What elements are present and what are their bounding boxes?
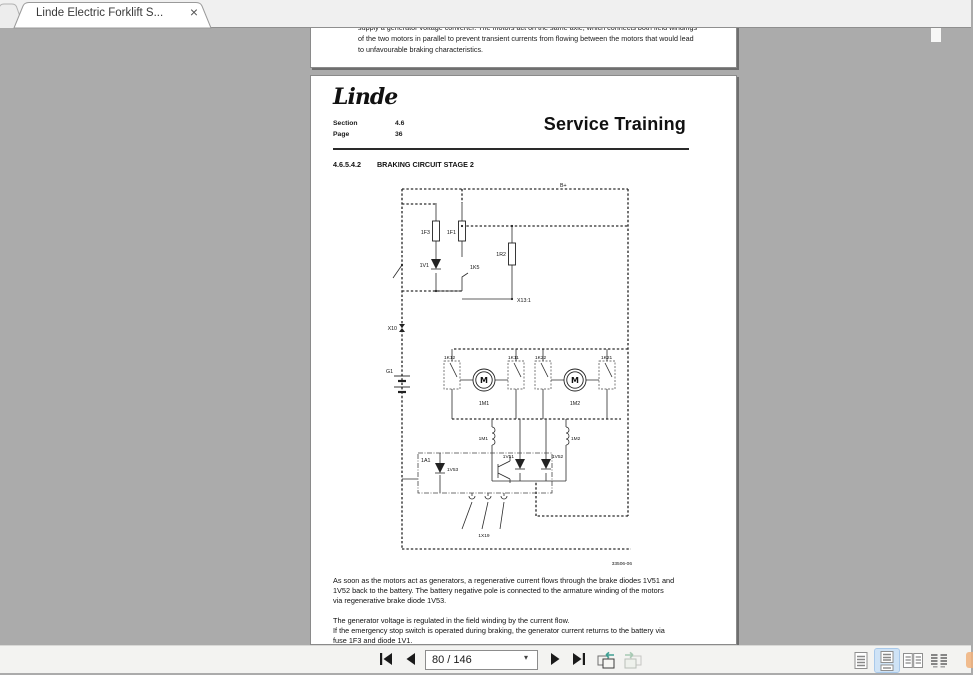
prev-page-line: of the two motors in parallel to prevent transient currents from flowing between the motors that would lead [358, 34, 694, 43]
label-1k21: 1K21 [601, 356, 613, 361]
label-1a1: 1A1 [421, 458, 431, 464]
previous-page-button[interactable] [401, 651, 421, 669]
next-page-button[interactable] [545, 651, 565, 669]
contactor-1k21-box [599, 361, 615, 389]
label-1v53: 1V53 [447, 468, 459, 473]
section-heading-title: BRAKING CIRCUIT STAGE 2 [376, 160, 474, 169]
braking-circuit-diagram [384, 181, 636, 569]
paragraph-line: As soon as the motors act as generators, a regenerative current flows through the brake diodes 1V51 and [333, 576, 675, 585]
label-b-plus: B+ [560, 183, 567, 189]
figure-number: 33506-06 [611, 562, 632, 567]
page-label: Page [333, 131, 350, 138]
section-heading [333, 160, 474, 169]
prev-page-line: to unfavourable braking characteristics. [358, 45, 484, 54]
contactor-1k12-box [444, 361, 460, 389]
label-1v51: 1V51 [502, 455, 514, 460]
diode-1v51-symbol [515, 459, 525, 469]
label-1f1: 1F1 [446, 230, 456, 236]
view-continuous-button[interactable] [875, 649, 899, 672]
section-heading-number: 4.6.5.4.2 [333, 160, 361, 169]
continuous-view-icon [875, 649, 899, 672]
cutoff-edge-button [966, 652, 973, 668]
page-dropdown-caret-icon[interactable]: ▾ [524, 653, 529, 662]
label-1x19: 1X19 [478, 534, 490, 539]
previous-page-icon [402, 651, 420, 667]
body-text [333, 576, 705, 646]
linde-logo: Linde [333, 84, 398, 110]
last-page-icon [570, 651, 588, 667]
paragraph-line: The generator voltage is regulated in the field winding by the current flow. [333, 616, 570, 625]
tab-bar [0, 0, 971, 28]
field-winding-1m2 [566, 427, 569, 445]
label-field-1m1: 1M1 [478, 437, 488, 442]
label-1r2: 1R2 [496, 252, 506, 258]
label-x10: X10 [387, 326, 397, 332]
diode-1v1-symbol [431, 259, 441, 269]
paragraph-line: via regenerative brake diode 1V53. [333, 596, 447, 605]
field-winding-1m1 [492, 427, 495, 445]
page-number-input[interactable] [425, 650, 538, 670]
label-1k5: 1K5 [470, 265, 480, 271]
motor-m-glyph: M [571, 376, 579, 385]
fuse-1f3-symbol [433, 221, 440, 241]
label-x13-1: X13:1 [517, 298, 531, 304]
last-page-button[interactable] [569, 651, 589, 669]
label-1k11: 1K11 [508, 356, 519, 361]
service-training-title: Service Training [543, 114, 686, 134]
contactor-1k22-box [535, 361, 551, 389]
book-view-icon [927, 649, 951, 672]
fuse-1f1-symbol [459, 221, 466, 241]
section-value: 4.6 [395, 120, 405, 127]
motor-m-glyph: M [480, 376, 488, 385]
document-canvas[interactable] [0, 28, 971, 645]
view-single-page-button[interactable] [849, 649, 873, 672]
header-rule [333, 148, 689, 150]
section-label: Section [333, 120, 358, 127]
paragraph-line: If the emergency stop switch is operated during braking, the generator current returns to the battery via [333, 626, 665, 635]
label-g1: G1 [386, 369, 394, 375]
status-bar [0, 645, 971, 673]
label-1k12: 1K12 [444, 356, 456, 361]
navigate-forward-button[interactable] [621, 651, 645, 669]
single-page-view-icon [849, 649, 873, 672]
first-page-button[interactable] [376, 651, 396, 669]
junction-dots [401, 225, 513, 300]
current-page [310, 75, 737, 645]
label-1m2: 1M2 [569, 401, 581, 407]
navigate-forward-icon [622, 651, 644, 669]
motor-1m1-symbol [473, 369, 495, 391]
label-1f3: 1F3 [420, 230, 430, 236]
label-field-1m2: 1M2 [571, 437, 581, 442]
page-meta [333, 120, 404, 142]
label-1m1: 1M1 [478, 401, 490, 407]
label-1v52: 1V52 [552, 455, 564, 460]
paragraph-line: fuse 1F3 and diode 1V1. [333, 636, 413, 645]
motor-1m2-symbol [564, 369, 586, 391]
navigate-back-button[interactable] [594, 651, 618, 669]
page-value: 36 [395, 131, 403, 138]
label-1v1: 1V1 [419, 263, 429, 269]
view-facing-pages-button[interactable] [901, 649, 925, 672]
view-book-button[interactable] [927, 649, 951, 672]
next-page-icon [546, 651, 564, 667]
facing-pages-view-icon [901, 649, 925, 672]
diode-1v52-symbol [541, 459, 551, 469]
connector-pins [469, 496, 507, 499]
first-page-icon [377, 651, 395, 667]
connector-x10-symbol [399, 324, 405, 332]
tab-close-icon[interactable]: × [189, 4, 199, 20]
contactor-1k11-box [508, 361, 524, 389]
label-1k22: 1K22 [535, 356, 547, 361]
tab-title[interactable]: Linde Electric Forklift S... [36, 7, 164, 19]
diode-1v53-symbol [435, 463, 445, 473]
paragraph-line: 1V52 back to the battery. The battery negative pole is connected to the armature winding of the motors [333, 586, 664, 595]
navigate-back-icon [595, 651, 617, 669]
resistor-1r2-symbol [509, 243, 516, 265]
